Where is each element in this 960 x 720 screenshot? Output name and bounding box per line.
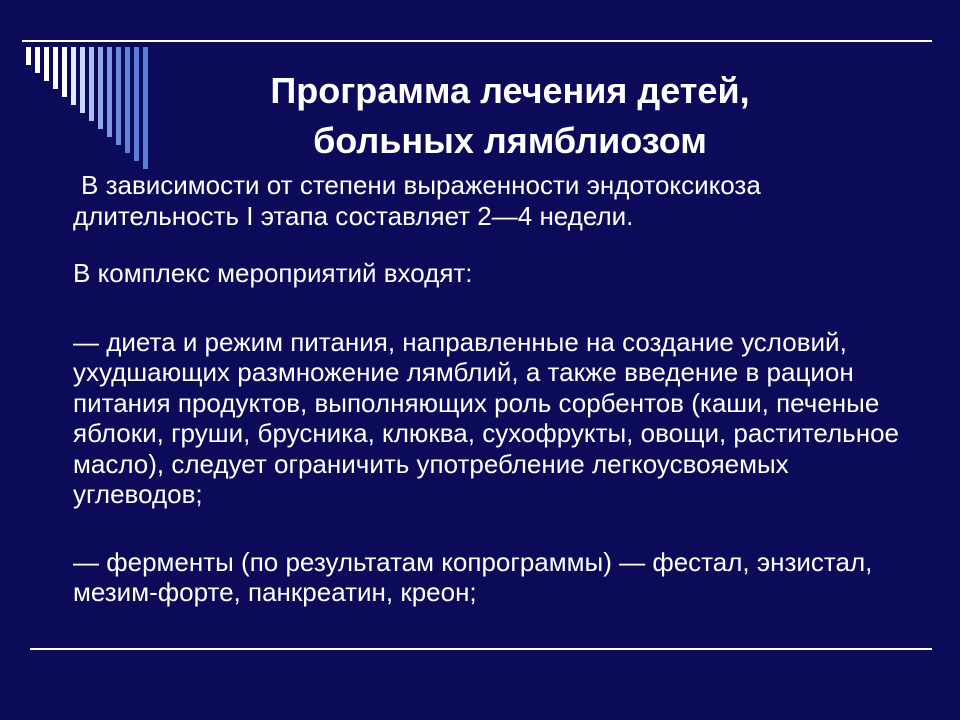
slide-body xyxy=(73,170,923,608)
paragraph-duration: В зависимости от степени выраженности эндотоксикоза длительность I этапа составляет 2—4 недели. xyxy=(73,170,761,231)
title-line-2: больных лямблиозом xyxy=(313,120,707,161)
paragraph-complex: В комплекс мероприятий входят: xyxy=(73,258,473,288)
title-line-1: Программа лечения детей, xyxy=(270,70,750,111)
slide-title xyxy=(150,66,870,166)
bottom-divider-line xyxy=(30,648,932,650)
paragraph-diet: — диета и режим питания, направленные на создание условий, ухудшающих размножение лямблий, а также введение в рацион питания продуктов, выполняющих роль сорбентов (каши, печеные яблоки, груши, брусника, клюква, сухофрукты, овощи, растительное масло), следует ограничить употребление легкоусвояемых углеводов; xyxy=(73,326,899,509)
paragraph-enzymes: — ферменты (по результатам копрограммы) — фестал, энзистал, мезим-форте, панкреатин, креон; xyxy=(73,546,873,607)
